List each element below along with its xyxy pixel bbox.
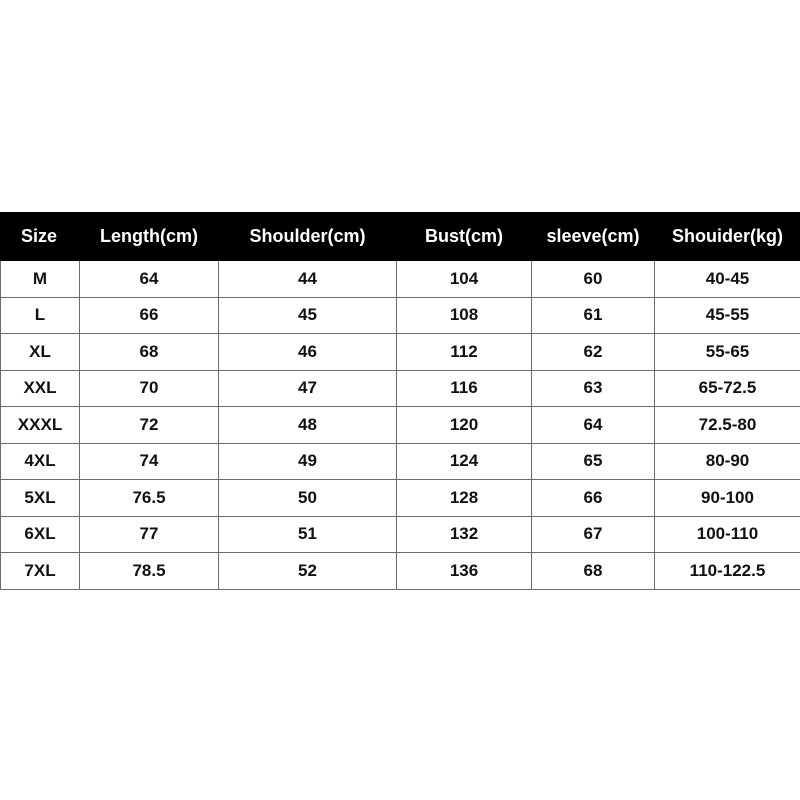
cell-sleeve: 63	[532, 370, 655, 407]
cell-weight: 90-100	[655, 480, 800, 517]
size-chart-table	[0, 212, 800, 590]
cell-weight: 110-122.5	[655, 553, 800, 590]
table-row	[1, 407, 800, 444]
cell-shoulder: 47	[219, 370, 397, 407]
cell-length: 78.5	[80, 553, 219, 590]
header-row	[1, 213, 800, 261]
header-shoulder: Shoulder(cm)	[219, 213, 397, 261]
cell-weight: 45-55	[655, 297, 800, 334]
header-sleeve: sleeve(cm)	[532, 213, 655, 261]
cell-size: XL	[1, 334, 80, 371]
header-size: Size	[1, 213, 80, 261]
table-row	[1, 553, 800, 590]
cell-weight: 72.5-80	[655, 407, 800, 444]
table-row	[1, 516, 800, 553]
cell-size: M	[1, 261, 80, 298]
cell-bust: 112	[397, 334, 532, 371]
cell-length: 72	[80, 407, 219, 444]
header-bust: Bust(cm)	[397, 213, 532, 261]
cell-shoulder: 50	[219, 480, 397, 517]
table-row	[1, 297, 800, 334]
cell-shoulder: 45	[219, 297, 397, 334]
header-weight: Shouider(kg)	[655, 213, 800, 261]
cell-length: 66	[80, 297, 219, 334]
cell-sleeve: 67	[532, 516, 655, 553]
cell-sleeve: 64	[532, 407, 655, 444]
cell-sleeve: 61	[532, 297, 655, 334]
cell-size: 7XL	[1, 553, 80, 590]
cell-size: XXXL	[1, 407, 80, 444]
cell-bust: 108	[397, 297, 532, 334]
cell-sleeve: 65	[532, 443, 655, 480]
cell-bust: 128	[397, 480, 532, 517]
cell-weight: 100-110	[655, 516, 800, 553]
table-row	[1, 334, 800, 371]
cell-shoulder: 51	[219, 516, 397, 553]
cell-length: 76.5	[80, 480, 219, 517]
cell-shoulder: 44	[219, 261, 397, 298]
cell-sleeve: 62	[532, 334, 655, 371]
cell-length: 77	[80, 516, 219, 553]
cell-size: 4XL	[1, 443, 80, 480]
table-row	[1, 261, 800, 298]
cell-bust: 124	[397, 443, 532, 480]
cell-weight: 40-45	[655, 261, 800, 298]
cell-length: 70	[80, 370, 219, 407]
cell-size: L	[1, 297, 80, 334]
cell-bust: 136	[397, 553, 532, 590]
cell-size: 5XL	[1, 480, 80, 517]
cell-sleeve: 66	[532, 480, 655, 517]
cell-length: 68	[80, 334, 219, 371]
table-row	[1, 480, 800, 517]
table-row	[1, 443, 800, 480]
cell-weight: 55-65	[655, 334, 800, 371]
cell-weight: 65-72.5	[655, 370, 800, 407]
cell-shoulder: 52	[219, 553, 397, 590]
cell-length: 64	[80, 261, 219, 298]
cell-size: 6XL	[1, 516, 80, 553]
table-body	[1, 261, 800, 590]
cell-sleeve: 68	[532, 553, 655, 590]
cell-shoulder: 48	[219, 407, 397, 444]
cell-bust: 116	[397, 370, 532, 407]
table-header	[1, 213, 800, 261]
cell-weight: 80-90	[655, 443, 800, 480]
cell-bust: 104	[397, 261, 532, 298]
cell-shoulder: 46	[219, 334, 397, 371]
cell-bust: 132	[397, 516, 532, 553]
cell-size: XXL	[1, 370, 80, 407]
cell-sleeve: 60	[532, 261, 655, 298]
cell-shoulder: 49	[219, 443, 397, 480]
cell-length: 74	[80, 443, 219, 480]
cell-bust: 120	[397, 407, 532, 444]
header-length: Length(cm)	[80, 213, 219, 261]
table-row	[1, 370, 800, 407]
